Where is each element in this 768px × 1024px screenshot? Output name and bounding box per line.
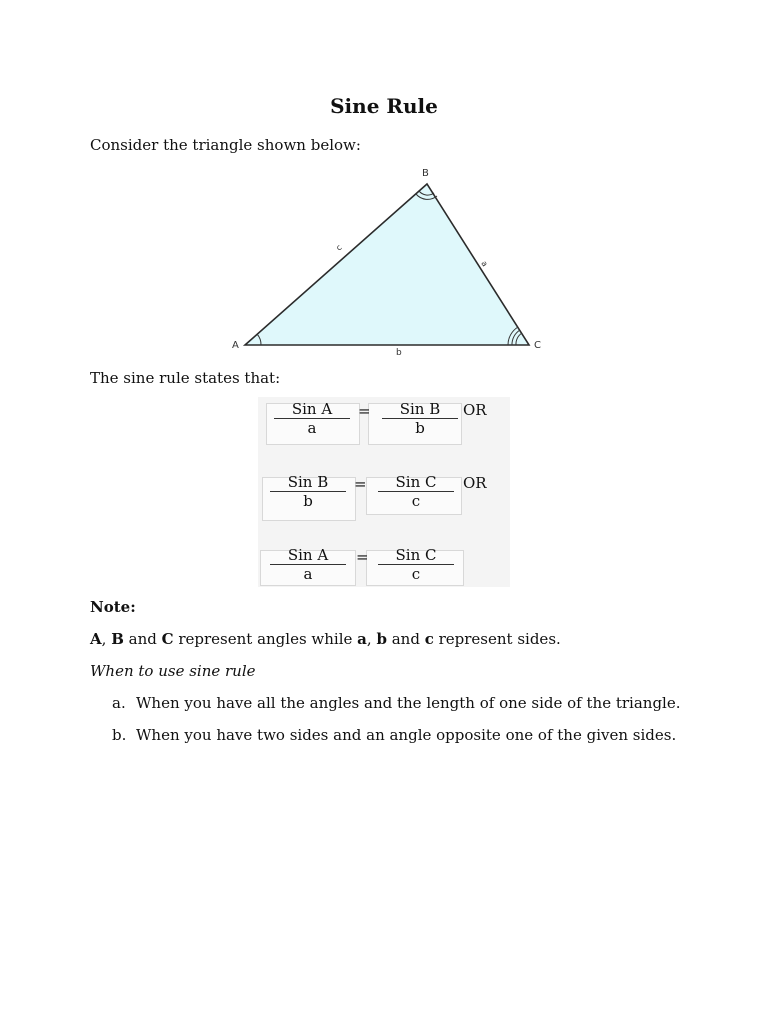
side-label-c: c <box>334 242 344 253</box>
formula-numerator: Sin B <box>382 401 458 419</box>
or-label: OR <box>463 401 487 419</box>
formula-2-right-fraction <box>378 474 454 509</box>
note-text-part: represent sides. <box>433 630 561 648</box>
note-heading: Note: <box>90 598 136 616</box>
list-item <box>112 726 676 744</box>
formula-denominator: b <box>415 419 425 437</box>
vertex-label-b: B <box>422 168 429 179</box>
angle-label-a: A <box>90 630 102 648</box>
note-text-part: and <box>123 630 162 648</box>
formula-1-right-fraction <box>382 401 458 436</box>
list-item-text: When you have all the angles and the length of one side of the triangle. <box>136 694 681 712</box>
note-text <box>90 630 561 648</box>
formula-2-left-fraction <box>270 474 346 509</box>
formula-3-left-fraction <box>270 547 346 582</box>
equals-sign: = <box>356 548 369 566</box>
formula-image <box>258 397 510 587</box>
formula-denominator: c <box>411 565 421 583</box>
intro-text: Consider the triangle shown below: <box>90 136 361 154</box>
angle-label-c: C <box>161 630 174 648</box>
formula-denominator: a <box>307 419 317 437</box>
side-label-c-text: c <box>424 630 434 648</box>
formula-3-right-fraction <box>378 547 454 582</box>
rule-intro-text: The sine rule states that: <box>90 369 281 387</box>
or-label: OR <box>463 474 487 492</box>
side-label-b-text: b <box>376 630 387 648</box>
equals-sign: = <box>358 402 371 420</box>
formula-denominator: c <box>411 492 421 510</box>
list-item-text: When you have two sides and an angle opposite one of the given sides. <box>136 726 677 744</box>
formula-denominator: b <box>303 492 313 510</box>
triangle-diagram <box>225 158 555 358</box>
list-item <box>112 694 680 712</box>
formula-1-left-fraction <box>274 401 350 436</box>
side-label-a-text: a <box>357 630 367 648</box>
side-label-b: b <box>396 348 402 358</box>
note-text-part: , <box>101 630 112 648</box>
list-marker: b. <box>112 726 127 744</box>
vertex-label-a: A <box>232 340 239 351</box>
equals-sign: = <box>354 475 367 493</box>
when-to-use-heading: When to use sine rule <box>90 662 256 680</box>
formula-numerator: Sin A <box>274 401 350 419</box>
note-text-part: and <box>386 630 425 648</box>
list-marker: a. <box>112 694 126 712</box>
note-text-part: , <box>366 630 377 648</box>
angle-label-b: B <box>111 630 124 648</box>
note-text-part: represent angles while <box>173 630 358 648</box>
formula-numerator: Sin C <box>378 547 454 565</box>
formula-numerator: Sin A <box>270 547 346 565</box>
formula-numerator: Sin B <box>270 474 346 492</box>
formula-denominator: a <box>303 565 313 583</box>
formula-numerator: Sin C <box>378 474 454 492</box>
side-label-a: a <box>479 259 490 269</box>
page-title: Sine Rule <box>330 94 438 118</box>
vertex-label-c: C <box>534 340 541 351</box>
